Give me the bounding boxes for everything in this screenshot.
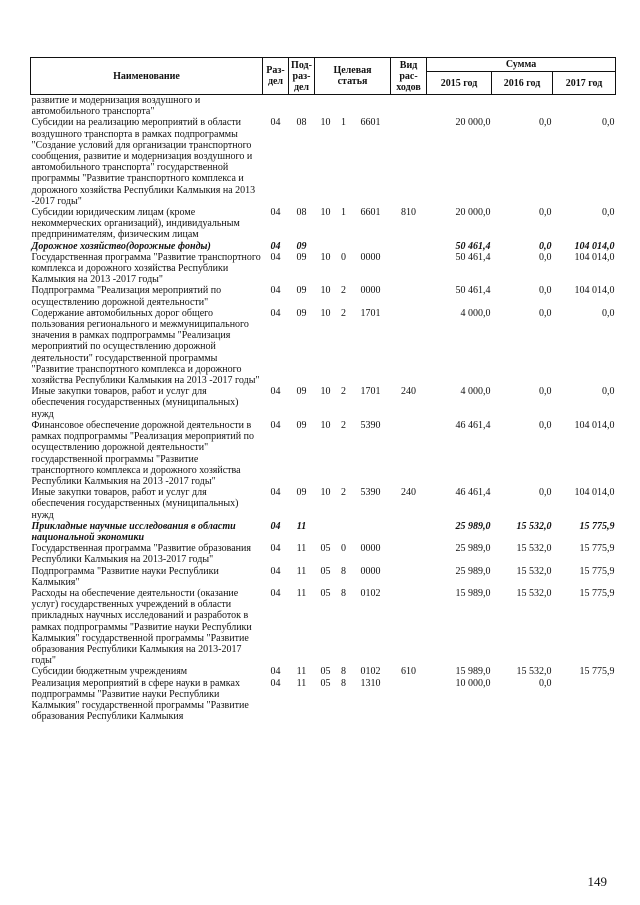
row-expense-type: [391, 95, 427, 118]
row-razdel: 04: [270, 543, 281, 555]
row-sum-2015: 4 000,0: [460, 307, 491, 319]
row-target-subprogram: 2: [341, 487, 346, 499]
row-sum-2017: 104 014,0: [574, 487, 615, 499]
row-target-direction: 0102: [360, 587, 381, 599]
row-sum-2016: 0,0: [539, 117, 552, 129]
row-target-direction: [351, 241, 391, 252]
row-name: Подпрограмма "Развитие науки Республики Калмыкия": [31, 565, 219, 588]
row-target-program: 10: [320, 386, 331, 398]
row-podrazdel: 11: [296, 666, 307, 678]
table-row: [31, 308, 616, 386]
row-target-program: 05: [320, 677, 331, 689]
row-sum-2015: 50 461,4: [455, 251, 491, 263]
row-sum-2017: 104 014,0: [574, 240, 615, 252]
table-header: [31, 58, 616, 95]
row-podrazdel: 08: [296, 117, 307, 129]
row-sum-2016: 15 532,0: [516, 565, 552, 577]
row-sum-2015: 46 461,4: [455, 487, 491, 499]
row-sum-2016: 0,0: [539, 207, 552, 219]
row-target-direction: 1701: [360, 386, 381, 398]
row-sum-2016: 0,0: [539, 386, 552, 398]
row-sum-2017: 0,0: [602, 307, 615, 319]
row-podrazdel: 11: [296, 565, 307, 577]
row-podrazdel: 08: [296, 207, 307, 219]
row-sum-2017: 104 014,0: [574, 419, 615, 431]
table-body: [31, 95, 616, 723]
row-target-subprogram: 8: [341, 666, 346, 678]
row-sum-2016: 0,0: [539, 487, 552, 499]
row-sum-2017: 104 014,0: [574, 251, 615, 263]
row-expense-type: [391, 285, 427, 307]
row-sum-2015: 46 461,4: [455, 419, 491, 431]
row-sum-2016: [492, 95, 553, 118]
header-podrazdel: Под- раз- дел: [289, 58, 315, 95]
row-target-subprogram: 8: [341, 565, 346, 577]
row-target-subprogram: 1: [341, 117, 346, 129]
header-sum: Сумма: [427, 58, 616, 72]
row-target-subprogram: 8: [341, 587, 346, 599]
row-sum-2017: 15 775,9: [579, 666, 615, 678]
row-target-subprogram: [337, 521, 351, 543]
header-year-2017: 2017 год: [553, 72, 616, 95]
row-sum-2015: 15 989,0: [455, 666, 491, 678]
table-row: [31, 487, 616, 521]
header-year-2016: 2016 год: [492, 72, 553, 95]
row-podrazdel: 09: [296, 307, 307, 319]
row-target-subprogram: 8: [341, 677, 346, 689]
row-target-direction: 0000: [360, 251, 381, 263]
row-expense-type: 240: [401, 487, 417, 499]
row-sum-2016: 15 532,0: [516, 520, 552, 532]
row-sum-2015: 50 461,4: [455, 240, 491, 252]
row-target-program: 05: [320, 666, 331, 678]
row-sum-2017: 0,0: [602, 386, 615, 398]
row-target-program: 10: [320, 419, 331, 431]
table-row: [31, 543, 616, 565]
budget-table: [30, 57, 616, 722]
row-sum-2016: 0,0: [539, 285, 552, 297]
row-sum-2015: 25 989,0: [455, 520, 491, 532]
row-sum-2016: 0,0: [539, 307, 552, 319]
row-sum-2015: [427, 95, 492, 118]
row-sum-2015: 50 461,4: [455, 285, 491, 297]
row-podrazdel: 11: [296, 543, 307, 555]
row-razdel: 04: [270, 565, 281, 577]
table-row: [31, 117, 616, 207]
table-row: [31, 566, 616, 588]
row-sum-2016: 15 532,0: [516, 666, 552, 678]
row-name: Дорожное хозяйство(дорожные фонды): [31, 240, 211, 252]
row-razdel: 04: [270, 666, 281, 678]
header-expense-type: Вид рас- ходов: [391, 58, 427, 95]
row-expense-type: 610: [401, 666, 417, 678]
row-sum-2016: 15 532,0: [516, 587, 552, 599]
row-sum-2015: 4 000,0: [460, 386, 491, 398]
table-row: [31, 588, 616, 666]
row-sum-2017: [553, 678, 616, 723]
row-podrazdel: 09: [296, 487, 307, 499]
row-razdel: 04: [270, 285, 281, 297]
header-razdel: Раз- дел: [263, 58, 289, 95]
row-target-direction: [351, 95, 391, 118]
row-target-program: [315, 521, 337, 543]
row-podrazdel: [289, 95, 315, 118]
row-podrazdel: 11: [296, 677, 307, 689]
row-target-subprogram: 0: [341, 251, 346, 263]
header-name: Наименование: [31, 58, 263, 95]
row-sum-2016: 15 532,0: [516, 543, 552, 555]
row-target-direction: 6601: [360, 207, 381, 219]
row-expense-type: 240: [401, 386, 417, 398]
table-row: [31, 252, 616, 286]
row-podrazdel: 09: [296, 251, 307, 263]
row-target-direction: [351, 521, 391, 543]
table-row: [31, 386, 616, 420]
row-name: развитие и модернизация воздушного и автомобильного транспорта": [31, 95, 201, 118]
row-target-program: 10: [320, 307, 331, 319]
row-target-direction: 1310: [360, 677, 381, 689]
row-podrazdel: 11: [296, 587, 307, 599]
row-name: Финансовое обеспечение дорожной деятельности в рамках подпрограммы "Реализация мероприятий по осуществлению дорожной деятельности" государственной программы "Развитие транспортного комплекса и дорожного хозяйства Республики Калмыкия на 2013 -2017 годы": [31, 419, 254, 487]
row-name: Расходы на обеспечение деятельности (оказание услуг) государственных учреждений в области прикладных научных исследований и разработок в рамках подпрограммы "Развитие науки Республики Калмыкия" государственной программы "Развитие образования Республики Калмыкия на 2013-2017 годы": [31, 587, 252, 667]
row-target-direction: 0000: [360, 543, 381, 555]
row-razdel: 04: [270, 386, 281, 398]
row-sum-2016: 0,0: [539, 240, 552, 252]
row-name: Государственная программа "Развитие транспортного комплекса и дорожного хозяйства Республики Калмыкия на 2013 -2017 годы": [31, 251, 261, 286]
row-razdel: 04: [270, 117, 281, 129]
header-target-article: Целевая статья: [315, 58, 391, 95]
row-target-program: 05: [320, 565, 331, 577]
row-razdel: 04: [270, 307, 281, 319]
row-target-program: 05: [320, 543, 331, 555]
row-expense-type: [391, 543, 427, 565]
row-sum-2017: 15 775,9: [579, 587, 615, 599]
row-razdel: 04: [270, 251, 281, 263]
row-sum-2015: 25 989,0: [455, 565, 491, 577]
row-name: Субсидии на реализацию мероприятий в области воздушного транспорта в рамках подпрограммы "Создание условий для организации транспортного сообщения, развитие и модернизация воздушного и автомобильного транспорта" государственной программы "Развитие транспортного комплекса и дорожного хозяйства Республики Калмыкия на 2013 -2017 годы": [31, 117, 256, 207]
row-target-program: [315, 241, 337, 252]
row-razdel: 04: [270, 419, 281, 431]
page-number: 149: [587, 874, 607, 889]
row-podrazdel: 09: [296, 386, 307, 398]
row-sum-2017: 15 775,9: [579, 565, 615, 577]
row-podrazdel: 09: [296, 240, 307, 252]
row-target-program: 10: [320, 487, 331, 499]
row-target-program: 10: [320, 285, 331, 297]
row-target-subprogram: 1: [341, 207, 346, 219]
row-target-program: 10: [320, 251, 331, 263]
row-target-program: 05: [320, 587, 331, 599]
row-sum-2015: 15 989,0: [455, 587, 491, 599]
row-sum-2016: 0,0: [539, 419, 552, 431]
row-name: Реализация мероприятий в сфере науки в рамках подпрограммы "Развитие науки Республики Калмыкия" государственной программы "Развитие образования Республики Калмыкия: [31, 677, 249, 723]
table-row: [31, 678, 616, 723]
row-expense-type: [391, 241, 427, 252]
row-target-program: [315, 95, 337, 118]
header-year-2015: 2015 год: [427, 72, 492, 95]
table-row: [31, 666, 616, 677]
row-target-program: 10: [320, 117, 331, 129]
row-target-direction: 0102: [360, 666, 381, 678]
row-podrazdel: 09: [296, 419, 307, 431]
row-target-subprogram: 2: [341, 386, 346, 398]
row-expense-type: 810: [401, 207, 417, 219]
row-sum-2016: 0,0: [539, 251, 552, 263]
table-row: [31, 95, 616, 118]
row-sum-2015: 25 989,0: [455, 543, 491, 555]
row-razdel: 04: [270, 207, 281, 219]
row-target-program: 10: [320, 207, 331, 219]
table-row: [31, 241, 616, 252]
row-razdel: 04: [270, 240, 281, 252]
row-expense-type: [391, 308, 427, 386]
row-target-subprogram: 2: [341, 419, 346, 431]
row-target-direction: 5390: [360, 487, 381, 499]
row-name: Субсидии юридическим лицам (кроме некоммерческих организаций), индивидуальным предпринимателям, физическим лицам: [31, 207, 240, 241]
row-target-subprogram: 2: [341, 285, 346, 297]
row-name: Иные закупки товаров, работ и услуг для обеспечения государственных (муниципальных) нужд: [31, 487, 239, 521]
row-razdel: 04: [270, 587, 281, 599]
row-target-subprogram: [337, 241, 351, 252]
row-sum-2017: 15 775,9: [579, 543, 615, 555]
row-expense-type: [391, 420, 427, 487]
row-expense-type: [391, 588, 427, 666]
table-row: [31, 207, 616, 241]
row-expense-type: [391, 566, 427, 588]
row-name: Прикладные научные исследования в области национальной экономики: [31, 520, 236, 543]
row-podrazdel: 11: [296, 520, 307, 532]
row-podrazdel: 09: [296, 285, 307, 297]
row-razdel: 04: [270, 520, 281, 532]
row-target-direction: 0000: [360, 285, 381, 297]
row-target-subprogram: [337, 95, 351, 118]
row-name: Субсидии бюджетным учреждениям: [31, 666, 188, 678]
table-row: [31, 521, 616, 543]
row-sum-2015: 10 000,0: [455, 677, 491, 689]
row-expense-type: [391, 521, 427, 543]
row-target-direction: 1701: [360, 307, 381, 319]
row-razdel: [263, 95, 289, 118]
row-expense-type: [391, 252, 427, 286]
row-sum-2017: 15 775,9: [579, 520, 615, 532]
row-expense-type: [391, 678, 427, 723]
row-target-direction: 5390: [360, 419, 381, 431]
row-name: Содержание автомобильных дорог общего пользования регионального и межмуниципального значения в рамках подпрограммы "Реализация мероприятий по осуществлению дорожной деятельности" государственной программы "Развитие транспортного комплекса и дорожного хозяйства Республики Калмыкия на 2013 -2017 годы": [31, 307, 260, 387]
row-sum-2017: 0,0: [602, 207, 615, 219]
row-sum-2016: 0,0: [539, 677, 552, 689]
row-expense-type: [391, 117, 427, 207]
row-razdel: 04: [270, 487, 281, 499]
table-row: [31, 285, 616, 307]
row-name: Подпрограмма "Реализация мероприятий по осуществлению дорожной деятельности": [31, 285, 222, 308]
row-razdel: 04: [270, 677, 281, 689]
row-sum-2015: 20 000,0: [455, 207, 491, 219]
row-sum-2017: [553, 95, 616, 118]
row-sum-2017: 0,0: [602, 117, 615, 129]
row-name: Государственная программа "Развитие образования Республики Калмыкия на 2013-2017 годы": [31, 543, 251, 566]
row-target-subprogram: 2: [341, 307, 346, 319]
row-target-subprogram: 0: [341, 543, 346, 555]
row-target-direction: 6601: [360, 117, 381, 129]
row-sum-2017: 104 014,0: [574, 285, 615, 297]
table-row: [31, 420, 616, 487]
row-sum-2015: 20 000,0: [455, 117, 491, 129]
row-target-direction: 0000: [360, 565, 381, 577]
row-name: Иные закупки товаров, работ и услуг для обеспечения государственных (муниципальных) нужд: [31, 386, 239, 420]
